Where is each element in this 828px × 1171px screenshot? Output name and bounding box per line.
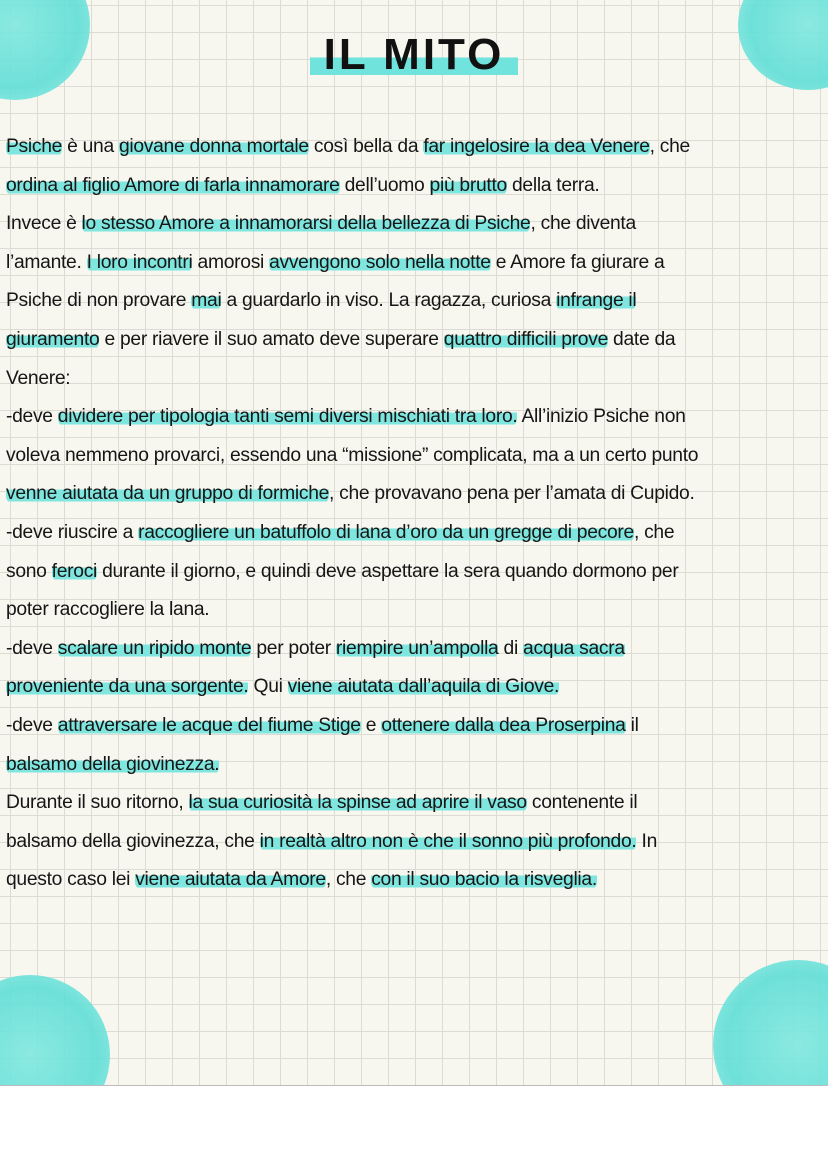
highlighted-text: scalare un ripido monte	[57, 637, 252, 659]
highlighted-text: venne aiutata da un gruppo di formiche	[6, 483, 330, 505]
text-line	[6, 823, 826, 862]
text-line	[6, 128, 826, 167]
plain-text: amorosi	[192, 251, 270, 273]
highlighted-text: dividere per tipologia tanti semi diversi mischiati tra loro.	[57, 406, 518, 428]
highlighted-text: proveniente da una sorgente.	[6, 676, 249, 698]
highlighted-text: feroci	[51, 560, 98, 582]
plain-text: In	[636, 830, 658, 852]
highlighted-text: la sua curiosità la spinse ad aprire il vaso	[188, 792, 527, 814]
plain-text: Invece è	[6, 213, 82, 235]
plain-text: questo caso lei	[6, 869, 136, 891]
highlighted-text: più brutto	[429, 174, 507, 196]
plain-text: è una	[62, 136, 119, 157]
plain-text: a guardarlo in viso. La ragazza, curiosa	[221, 290, 557, 312]
plain-text: balsamo della giovinezza, che	[6, 830, 260, 852]
highlighted-text: quattro difficili prove	[443, 328, 608, 350]
body-text	[6, 128, 826, 900]
text-line	[6, 553, 826, 592]
plain-text: per poter	[251, 637, 336, 659]
plain-text: -deve riuscire a	[6, 521, 139, 543]
highlighted-text: acqua sacra	[523, 637, 625, 659]
highlighted-text: far ingelosire la dea Venere	[423, 136, 650, 157]
plain-text: -deve	[6, 714, 58, 736]
plain-text: Durante il suo ritorno,	[6, 792, 189, 814]
decor-blob-bottom-left	[0, 975, 110, 1086]
plain-text: date da	[608, 328, 676, 350]
highlighted-text: Psiche	[6, 136, 63, 157]
text-line	[6, 668, 826, 707]
plain-text: e Amore fa giurare a	[490, 251, 665, 273]
text-line	[6, 398, 826, 437]
plain-text: , che	[325, 869, 372, 891]
text-line	[6, 746, 826, 785]
highlighted-text: viene aiutata dall’aquila di Giove.	[287, 676, 560, 698]
plain-text: Qui	[248, 676, 288, 698]
text-line	[6, 591, 826, 630]
highlighted-text: infrange il	[556, 290, 637, 312]
plain-text: sono	[6, 560, 52, 582]
highlighted-text: con il suo bacio la risveglia.	[371, 869, 597, 891]
plain-text: l’amante.	[6, 251, 87, 273]
plain-text: contenente il	[526, 792, 638, 814]
text-line	[6, 514, 826, 553]
text-line	[6, 360, 826, 399]
title-container	[0, 30, 828, 80]
plain-text: Psiche di non provare	[6, 290, 192, 312]
decor-blob-bottom-right	[713, 960, 828, 1086]
highlighted-text: balsamo della giovinezza.	[6, 753, 220, 775]
plain-text: poter raccogliere la lana.	[6, 599, 210, 621]
highlighted-text: attraversare le acque del fiume Stige	[57, 714, 361, 736]
text-line	[6, 707, 826, 746]
highlighted-text: riempire un’ampolla	[335, 637, 499, 659]
plain-text: e per riavere il suo amato deve superare	[99, 328, 444, 350]
text-line	[6, 630, 826, 669]
page-title: IL MITO	[310, 30, 519, 80]
plain-text: della terra.	[506, 174, 600, 196]
highlighted-text: ottenere dalla dea Proserpina	[381, 714, 626, 736]
text-line	[6, 437, 826, 476]
text-line	[6, 321, 826, 360]
highlighted-text: in realtà altro non è che il sonno più profondo.	[259, 830, 637, 852]
plain-text: All’inizio Psiche non	[517, 406, 686, 428]
plain-text: , che diventa	[530, 213, 636, 235]
highlighted-text: ordina al figlio Amore di farla innamorare	[6, 174, 340, 196]
highlighted-text: lo stesso Amore a innamorarsi della bellezza di Psiche	[81, 213, 531, 235]
text-line	[6, 475, 826, 514]
plain-text: così bella da	[308, 136, 424, 157]
text-line	[6, 167, 826, 206]
highlighted-text: giuramento	[6, 328, 100, 350]
plain-text: dell’uomo	[339, 174, 430, 196]
highlighted-text: avvengono solo nella notte	[269, 251, 491, 273]
plain-text: durante il giorno, e quindi deve aspettare la sera quando dormono per	[97, 560, 679, 582]
plain-text: e	[360, 714, 382, 736]
text-line	[6, 205, 826, 244]
highlighted-text: giovane donna mortale	[118, 136, 309, 157]
text-line	[6, 282, 826, 321]
plain-text: di	[498, 637, 524, 659]
text-line	[6, 244, 826, 283]
text-line	[6, 861, 826, 900]
plain-text: , che	[633, 521, 675, 543]
plain-text: -deve	[6, 406, 58, 428]
highlighted-text: raccogliere un batuffolo di lana d’oro da un gregge di pecore	[138, 521, 634, 543]
text-line	[6, 784, 826, 823]
plain-text: il	[625, 714, 639, 736]
highlighted-text: I loro incontri	[86, 251, 193, 273]
plain-text: Venere:	[6, 367, 71, 389]
highlighted-text: mai	[191, 290, 222, 312]
highlighted-text: viene aiutata da Amore	[135, 869, 326, 891]
plain-text: , che provavano pena per l’amata di Cupido.	[329, 483, 695, 505]
plain-text: , che	[649, 136, 690, 157]
plain-text: -deve	[6, 637, 58, 659]
plain-text: voleva nemmeno provarci, essendo una “missione” complicata, ma a un certo punto	[6, 444, 699, 466]
